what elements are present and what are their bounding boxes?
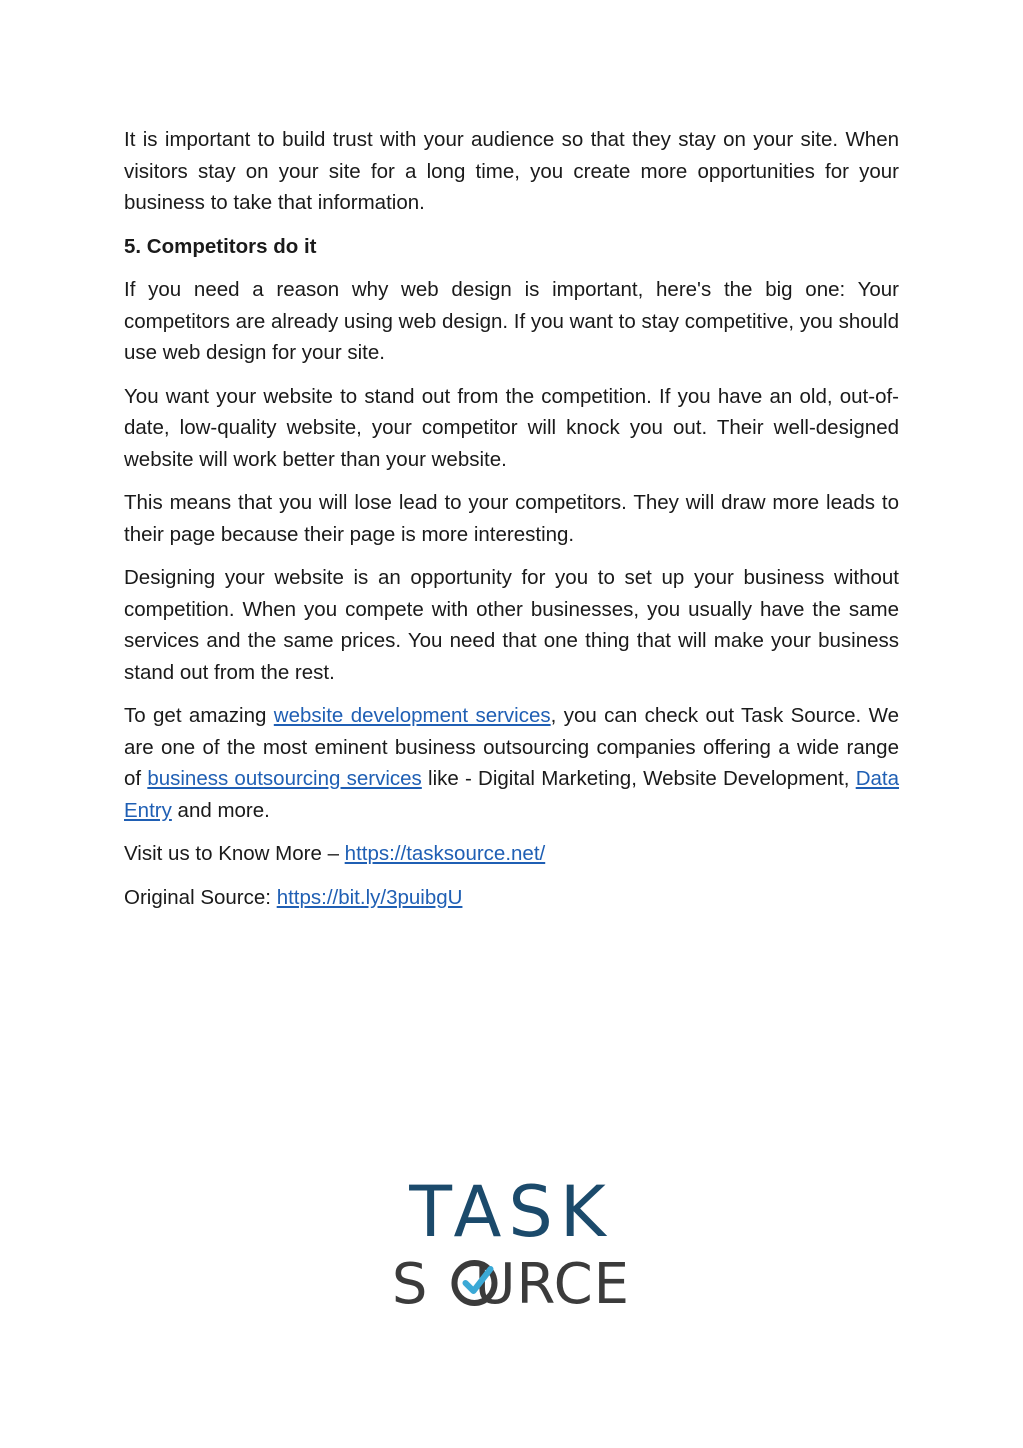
paragraph-services: [124, 700, 899, 826]
paragraph-trust: It is important to build trust with your audience so that they stay on your site. When visitors stay on your site for a long time, you create more opportunities for your business to take that information.: [124, 128, 899, 214]
business-outsourcing-services-link[interactable]: business outsourcing services: [147, 767, 422, 790]
original-source-link[interactable]: https://bit.ly/3puibgU: [276, 885, 463, 909]
logo-source-wordmark: S URCE: [391, 1255, 631, 1311]
services-text-2: , you can check out Task Source. We are one of the most eminent business outsourcing companies offering a wide range of: [124, 704, 900, 790]
visit-line: [124, 838, 899, 870]
source-label: Original Source:: [124, 885, 277, 909]
logo-task-text: TASK: [409, 1171, 613, 1253]
document-body: [124, 124, 899, 925]
task-source-logo: [386, 1171, 636, 1320]
source-line: [124, 882, 899, 914]
paragraph-lose-leads: This means that you will lose lead to your competitors. They will draw more leads to their page because their page is more interesting.: [124, 491, 899, 546]
tasksource-url-link[interactable]: https://tasksource.net/: [344, 842, 546, 865]
paragraph-stand-out: You want your website to stand out from the competition. If you have an old, out-of-date, low-quality website, your competitor will knock you out. Their well-designed website will work better than your website.: [124, 384, 899, 471]
logo-source-text: [386, 1255, 636, 1311]
data-entry-link[interactable]: Data Entry: [124, 767, 900, 822]
services-text-4: and more.: [171, 798, 270, 822]
paragraph-opportunity: Designing your website is an opportunity for you to set up your business without competition. When you compete with other businesses, you usually have the same services and the same prices. You need that one thing that will make your business stand out from the rest.: [124, 566, 899, 684]
section-heading: 5. Competitors do it: [124, 234, 317, 258]
services-text-3: like - Digital Marketing, Website Development,: [421, 767, 856, 790]
paragraph-competitors-reason: If you need a reason why web design is important, here's the big one: Your competitors are already using web design. If you want to stay competitive, you should use web design for your site.: [124, 278, 899, 364]
visit-label: Visit us to Know More –: [124, 842, 345, 865]
services-text-1: To get amazing: [124, 704, 274, 727]
website-development-services-link[interactable]: website development services: [273, 704, 551, 727]
